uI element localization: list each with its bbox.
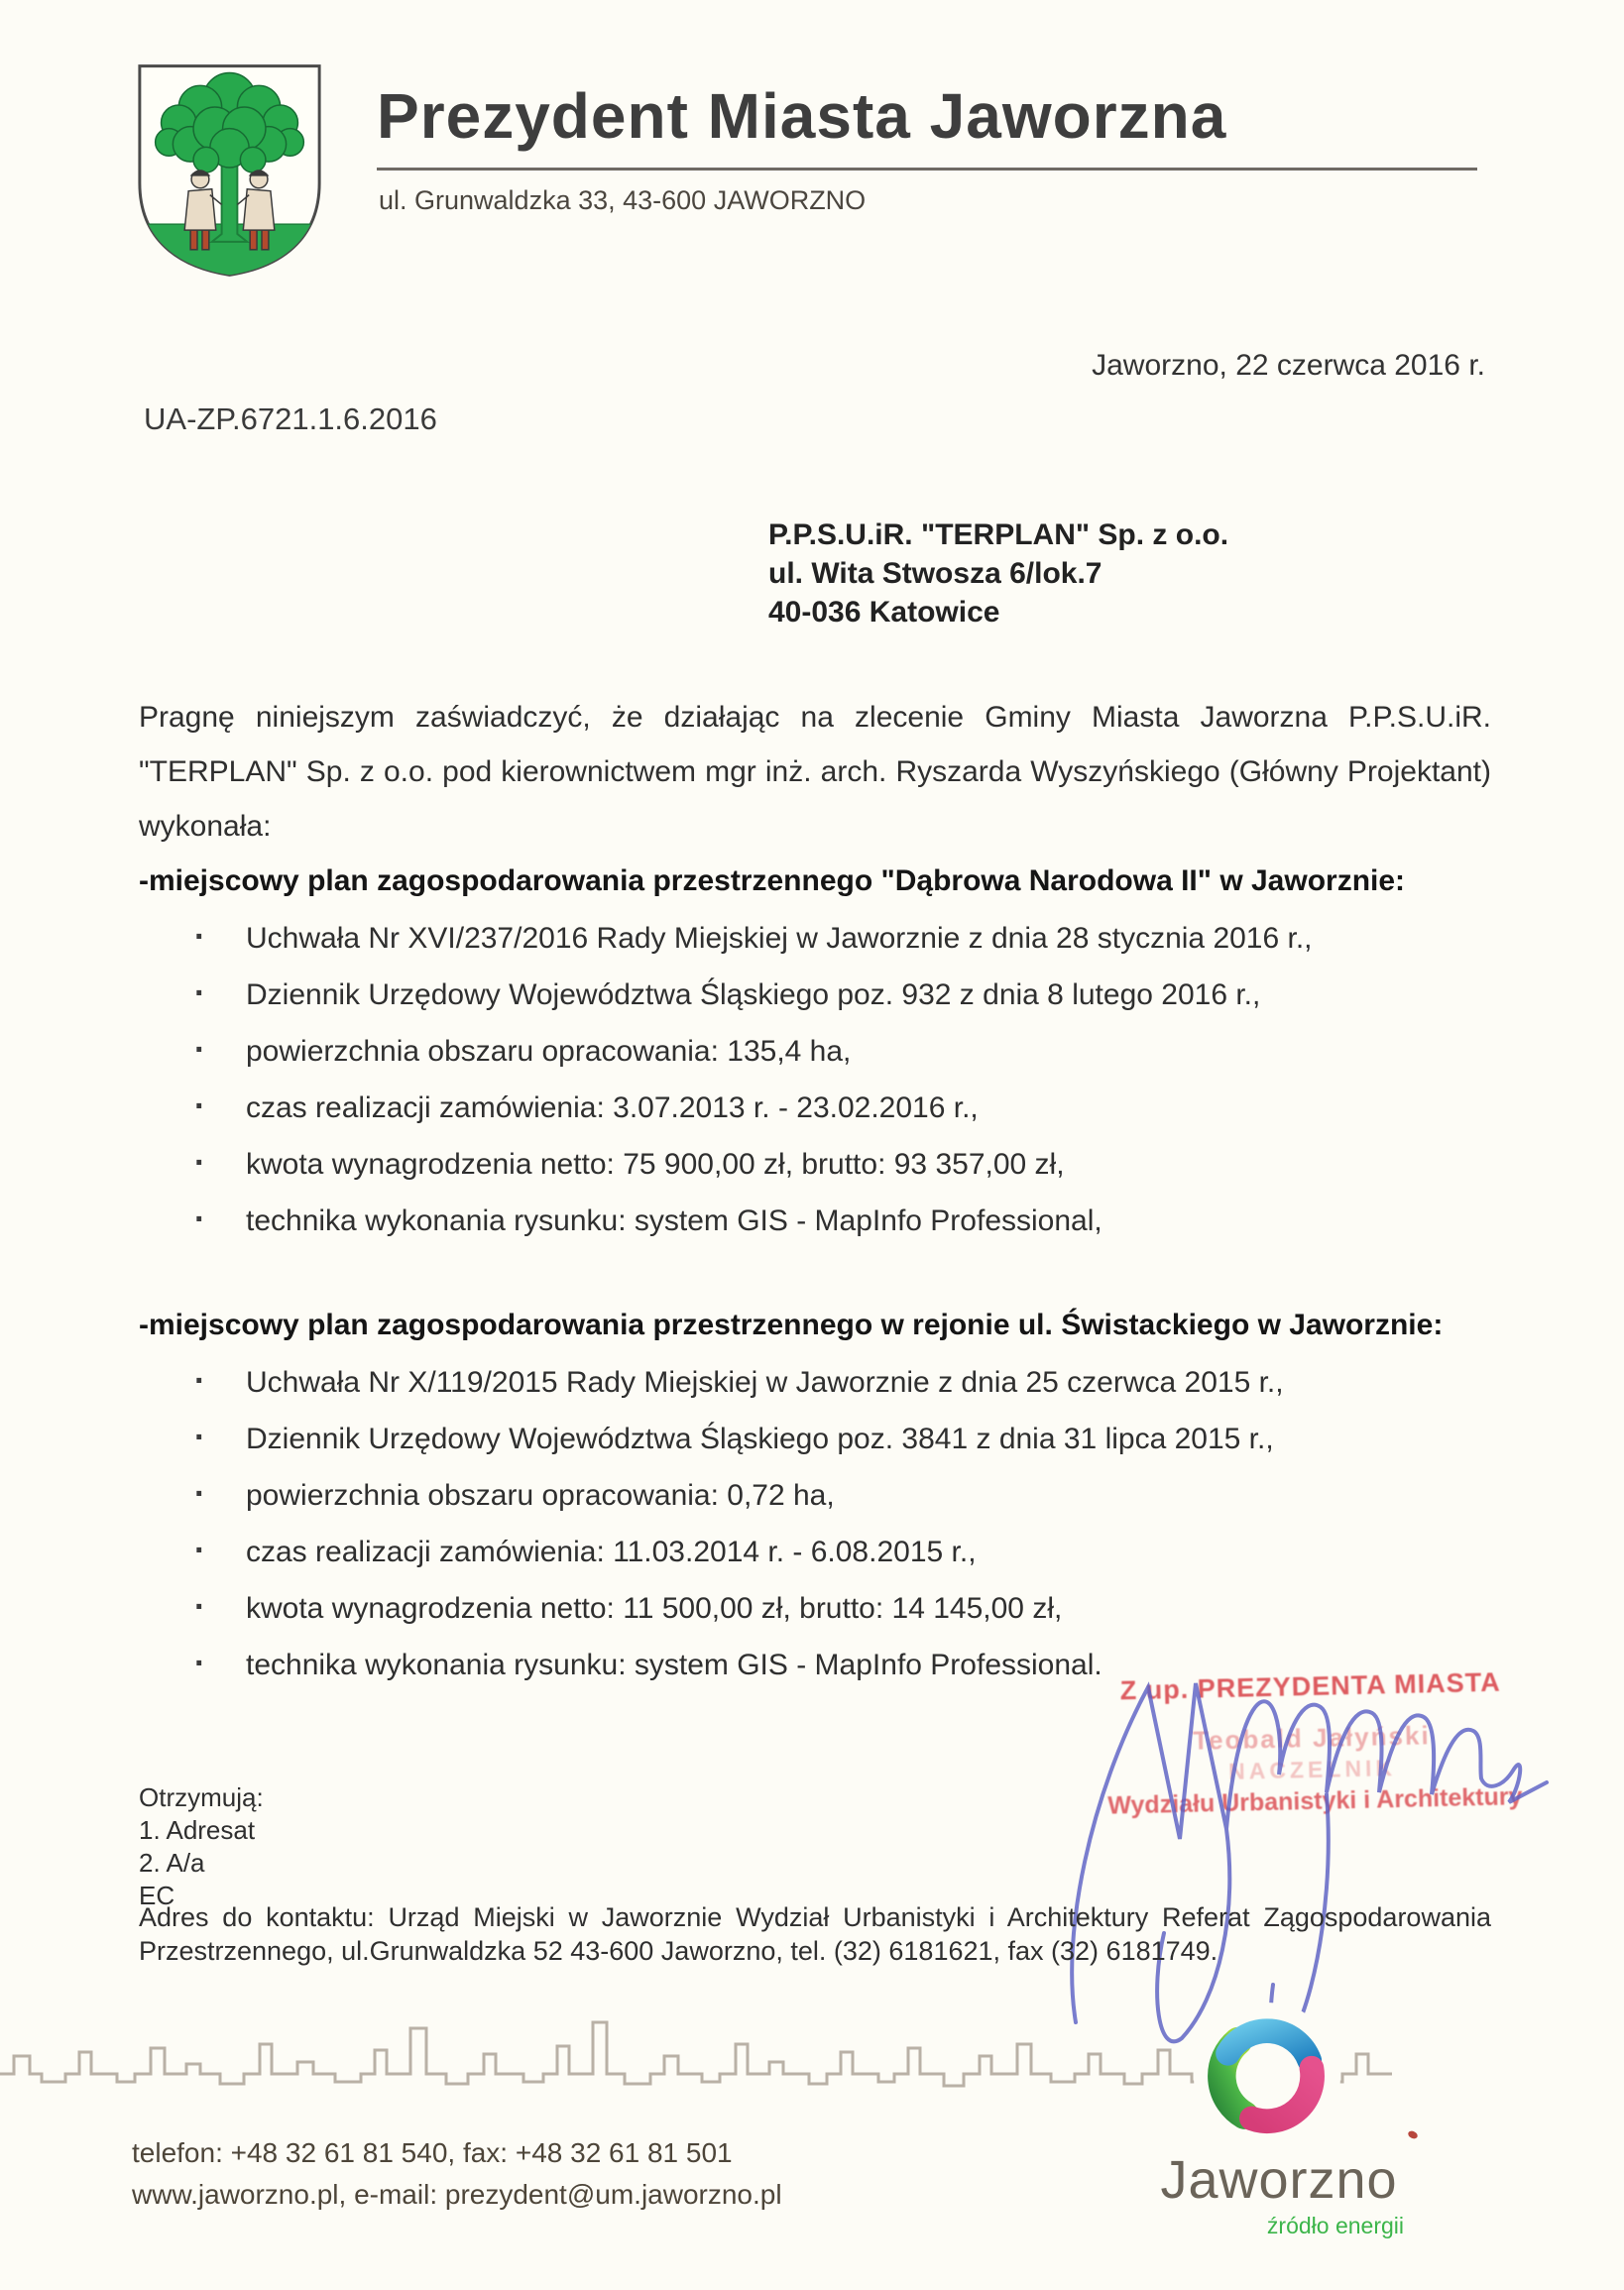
- jaworzno-wordmark: Jaworzno: [1160, 2150, 1398, 2210]
- section-2-heading: -miejscowy plan zagospodarowania przestrzennego w rejonie ul. Świstackiego w Jaworznie:: [139, 1309, 1444, 1341]
- addressee-block: [768, 515, 1228, 631]
- distribution-list: [139, 1781, 264, 1912]
- city-skyline-border: [0, 2007, 1624, 2102]
- jaworzno-coat-of-arms-icon: [132, 57, 327, 284]
- list-item: · czas realizacji zamówienia: 3.07.2013 r. - 23.02.2016 r.,: [194, 1091, 1483, 1148]
- list-item: · Dziennik Urzędowy Województwa Śląskiego poz. 3841 z dnia 31 lipca 2015 r.,: [194, 1423, 1483, 1479]
- addressee-street: ul. Wita Stwosza 6/lok.7: [768, 557, 1102, 590]
- list-item: · Dziennik Urzędowy Województwa Śląskiego poz. 932 z dnia 8 lutego 2016 r.,: [194, 978, 1483, 1035]
- list-item: · powierzchnia obszaru opracowania: 0,72 ha,: [194, 1479, 1483, 1536]
- list-item: · powierzchnia obszaru opracowania: 135,4 ha,: [194, 1035, 1483, 1091]
- reference-number: UA-ZP.6721.1.6.2016: [144, 401, 437, 436]
- document-date: Jaworzno, 22 czerwca 2016 r.: [1092, 349, 1485, 382]
- contact-note: Adres do kontaktu: Urząd Miejski w Jaworznie Wydział Urbanistyki i Architektury Referat Zągospodarowania Przestrzennego, ul.Grunwaldzka 52 43-600 Jaworzno, tel. (32) 6181621, fax (32) 6181749.: [139, 1902, 1491, 1966]
- addressee-company: P.P.S.U.iR. "TERPLAN" Sp. z o.o.: [768, 518, 1229, 551]
- section-1-heading: -miejscowy plan zagospodarowania przestrzennego "Dąbrowa Narodowa II" w Jaworznie:: [139, 864, 1406, 897]
- footer-phone-line: telefon: +48 32 61 81 540, fax: +48 32 61 81 501: [132, 2137, 733, 2168]
- list-item: · kwota wynagrodzenia netto: 75 900,00 zł, brutto: 93 357,00 zł,: [194, 1148, 1483, 1204]
- stamp-line-department: Wydziału Urbanistyki i Architektury: [1107, 1782, 1523, 1820]
- letterhead-address: ul. Grunwaldzka 33, 43-600 JAWORZNO: [379, 185, 867, 215]
- footer-web-line: www.jaworzno.pl, e-mail: prezydent@um.jaworzno.pl: [132, 2179, 782, 2210]
- stamp-line-position: NACZELNIK: [1227, 1755, 1397, 1784]
- intro-paragraph: Pragnę niniejszym zaświadczyć, że działając na zlecenie Gminy Miasta Jaworzna P.P.S.U.iR. "TERPLAN" Sp. z o.o. pod kierownictwem mgr inż. arch. Ryszarda Wyszyńskiego (Główny Projektant) wykonała:: [139, 701, 1491, 843]
- list-item: · kwota wynagrodzenia netto: 11 500,00 zł, brutto: 14 145,00 zł,: [194, 1592, 1483, 1649]
- ink-speck: [1407, 2129, 1419, 2140]
- stamp-line-authorization: Z up. PREZYDENTA MIASTA: [1119, 1666, 1501, 1706]
- letterhead-divider: [377, 168, 1477, 171]
- jaworzno-logo-icon: [1187, 2003, 1347, 2153]
- list-item: · technika wykonania rysunku: system GIS - MapInfo Professional,: [194, 1204, 1483, 1261]
- clerk-initials: EC: [139, 1881, 175, 1910]
- list-item: · Uchwała Nr XVI/237/2016 Rady Miejskiej w Jaworznie z dnia 28 stycznia 2016 r.,: [194, 922, 1483, 978]
- list-item: · czas realizacji zamówienia: 11.03.2014 r. - 6.08.2015 r.,: [194, 1536, 1483, 1592]
- list-item: · Uchwała Nr X/119/2015 Rady Miejskiej w Jaworznie z dnia 25 czerwca 2015 r.,: [194, 1366, 1483, 1423]
- distribution-item: 1. Adresat: [139, 1815, 256, 1845]
- jaworzno-tagline: źródło energii: [1266, 2213, 1404, 2238]
- list-item: · technika wykonania rysunku: system GIS - MapInfo Professional.: [194, 1649, 1483, 1705]
- addressee-city: 40-036 Katowice: [768, 596, 1000, 629]
- section-1-list: [194, 922, 1483, 1261]
- authorization-stamp: [1104, 1666, 1523, 1820]
- distribution-label: Otrzymują:: [139, 1782, 264, 1812]
- section-2-list: [194, 1366, 1483, 1705]
- stamp-line-name: Teobald Jałyński: [1192, 1720, 1431, 1756]
- distribution-item: 2. A/a: [139, 1848, 205, 1878]
- letterhead-title: Prezydent Miasta Jaworzna: [377, 80, 1227, 152]
